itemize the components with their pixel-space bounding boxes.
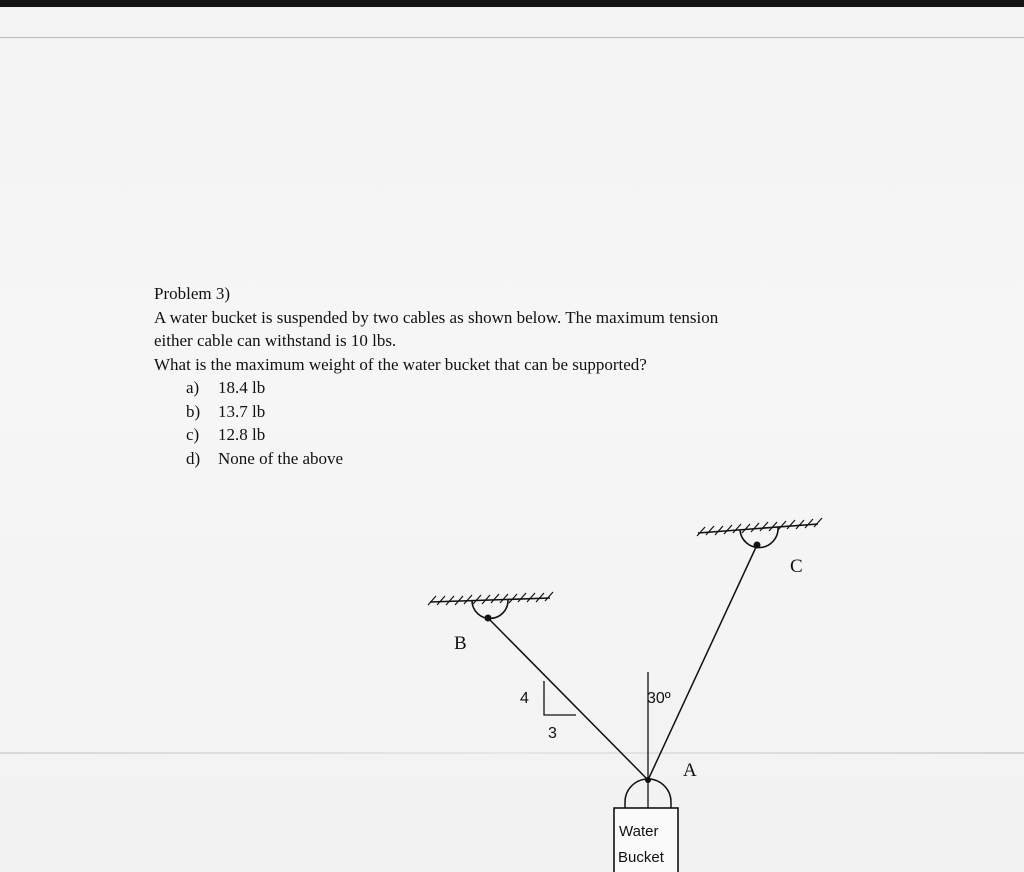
choice-label: c) <box>186 425 200 444</box>
cable-ab <box>488 618 648 780</box>
problem-line-2: either cable can withstand is 10 lbs. <box>154 331 397 350</box>
choice-text: 18.4 lb <box>218 378 266 397</box>
support-b-label: B <box>454 633 467 654</box>
junction-a-point <box>645 777 651 783</box>
support-c-label: C <box>790 556 803 577</box>
slope-triangle <box>544 681 576 715</box>
bucket-label-line2: Bucket <box>618 849 664 866</box>
slope-rise-label: 4 <box>520 690 529 707</box>
choice-label: b) <box>186 401 201 421</box>
choice-label: d) <box>186 448 201 468</box>
point-a-label: A <box>683 760 697 781</box>
slope-run-label: 3 <box>548 725 557 742</box>
bucket-label-line1: Water <box>619 823 659 840</box>
choice-label: a) <box>186 378 200 397</box>
problem-heading: Problem 3) <box>154 284 231 303</box>
support-b <box>428 592 553 622</box>
cable-ac <box>648 545 757 780</box>
support-c-hatching <box>697 518 822 536</box>
choice-text: 13.7 lb <box>218 401 266 421</box>
support-c <box>697 518 822 549</box>
problem-line-3: What is the maximum weight of the water bucket that can be supported? <box>154 354 647 374</box>
choice-text: None of the above <box>218 448 344 468</box>
problem-line-1: A water bucket is suspended by two cables as shown below. The maximum tension <box>154 307 719 327</box>
choice-text: 12.8 lb <box>218 425 266 444</box>
angle-label: 30º <box>647 690 671 707</box>
